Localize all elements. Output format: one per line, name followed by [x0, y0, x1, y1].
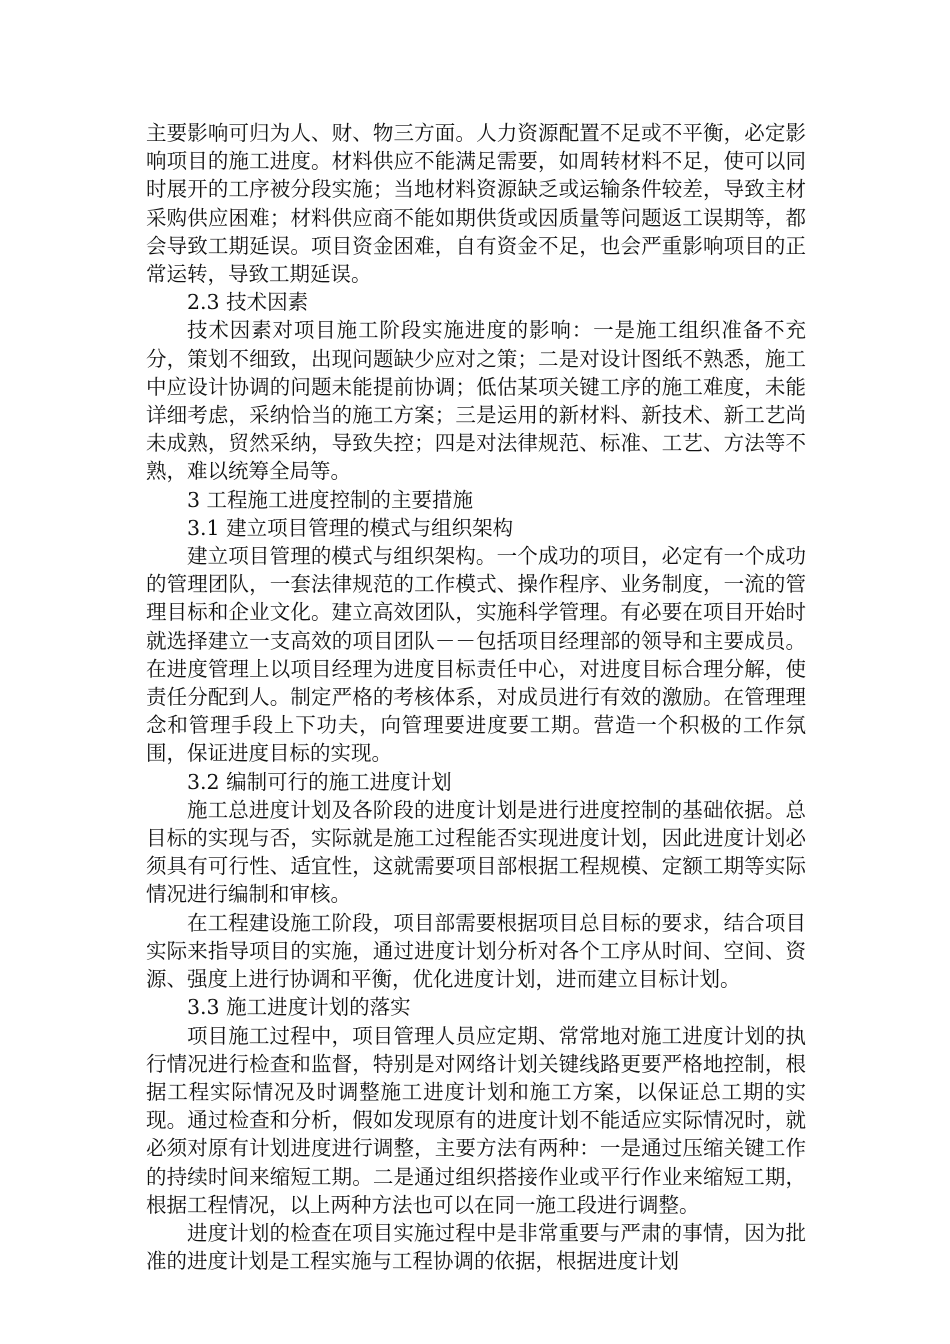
section-heading-3-3: 3.3 施工进度计划的落实: [187, 995, 411, 1020]
paragraph-resource-factors: 主要影响可归为人、财、物三方面。人力资源配置不足或不平衡，必定影响项目的施工进度。材料供应不能满足需要，如周转材料不足，使可以同时展开的工序被分段实施；当地材料资源缺乏或运输条件较差，导致主材采购供应困难；材料供应商不能如期供货或因质量等问题返工误期等，都会导致工期延误。项目资金困难，自有资金不足，也会严重影响项目的正常运转，导致工期延误。: [146, 121, 806, 287]
section-heading-3-2: 3.2 编制可行的施工进度计划: [187, 769, 452, 794]
paragraph-schedule-implementation: 项目施工过程中，项目管理人员应定期、常常地对施工进度计划的执行情况进行检查和监督，特别是对网络计划关键线路更要严格地控制，根据工程实际情况及时调整施工进度计划和施工方案，以保证总工期的实现。通过检查和分析，假如发现原有的进度计划不能适应实际情况时，就必须对原有计划进度进行调整，主要方法有两种：一是通过压缩关键工作的持续时间来缩短工期。二是通过组织搭接作业或平行作业来缩短工期，根据工程情况，以上两种方法也可以在同一施工段进行调整。: [146, 1023, 806, 1217]
paragraph-schedule-optimization: 在工程建设施工阶段，项目部需要根据项目总目标的要求，结合项目实际来指导项目的实施，通过进度计划分析对各个工序从时间、空间、资源、强度上进行协调和平衡，优化进度计划，进而建立目标计划。: [146, 910, 806, 992]
paragraph-schedule-basis: 施工总进度计划及各阶段的进度计划是进行进度控制的基础依据。总目标的实现与否，实际就是施工过程能否实现进度计划，因此进度计划必须具有可行性、适宜性，这就需要项目部根据工程规模、定额工期等实际情况进行编制和审核。: [146, 797, 806, 907]
document-body: [146, 119, 806, 1275]
paragraph-schedule-inspection: 进度计划的检查在项目实施过程中是非常重要与严肃的事情，因为批准的进度计划是工程实施与工程协调的依据，根据进度计划: [146, 1220, 806, 1274]
section-heading-3: 3 工程施工进度控制的主要措施: [187, 487, 474, 512]
paragraph-technical-factors: 技术因素对项目施工阶段实施进度的影响：一是施工组织准备不充分，策划不细致，出现问题缺少应对之策；二是对设计图纸不熟悉，施工中应设计协调的问题未能提前协调；低估某项关键工序的施工难度，未能详细考虑，采纳恰当的施工方案；三是运用的新材料、新技术、新工艺尚未成熟，贸然采纳，导致失控；四是对法律规范、标准、工艺、方法等不熟，难以统筹全局等。: [146, 318, 806, 484]
section-heading-2-3: 2.3 技术因素: [187, 290, 309, 315]
paragraph-management-structure: 建立项目管理的模式与组织架构。一个成功的项目，必定有一个成功的管理团队，一套法律规范的工作模式、操作程序、业务制度，一流的管理目标和企业文化。建立高效团队，实施科学管理。有必要在项目开始时就选择建立一支高效的项目团队－－包括项目经理部的领导和主要成员。在进度管理上以项目经理为进度目标责任中心，对进度目标合理分解，使责任分配到人。制定严格的考核体系，对成员进行有效的激励。在管理理念和管理手段上下功夫，向管理要进度要工期。营造一个积极的工作氛围，保证进度目标的实现。: [146, 544, 806, 766]
section-heading-3-1: 3.1 建立项目管理的模式与组织架构: [187, 515, 514, 540]
